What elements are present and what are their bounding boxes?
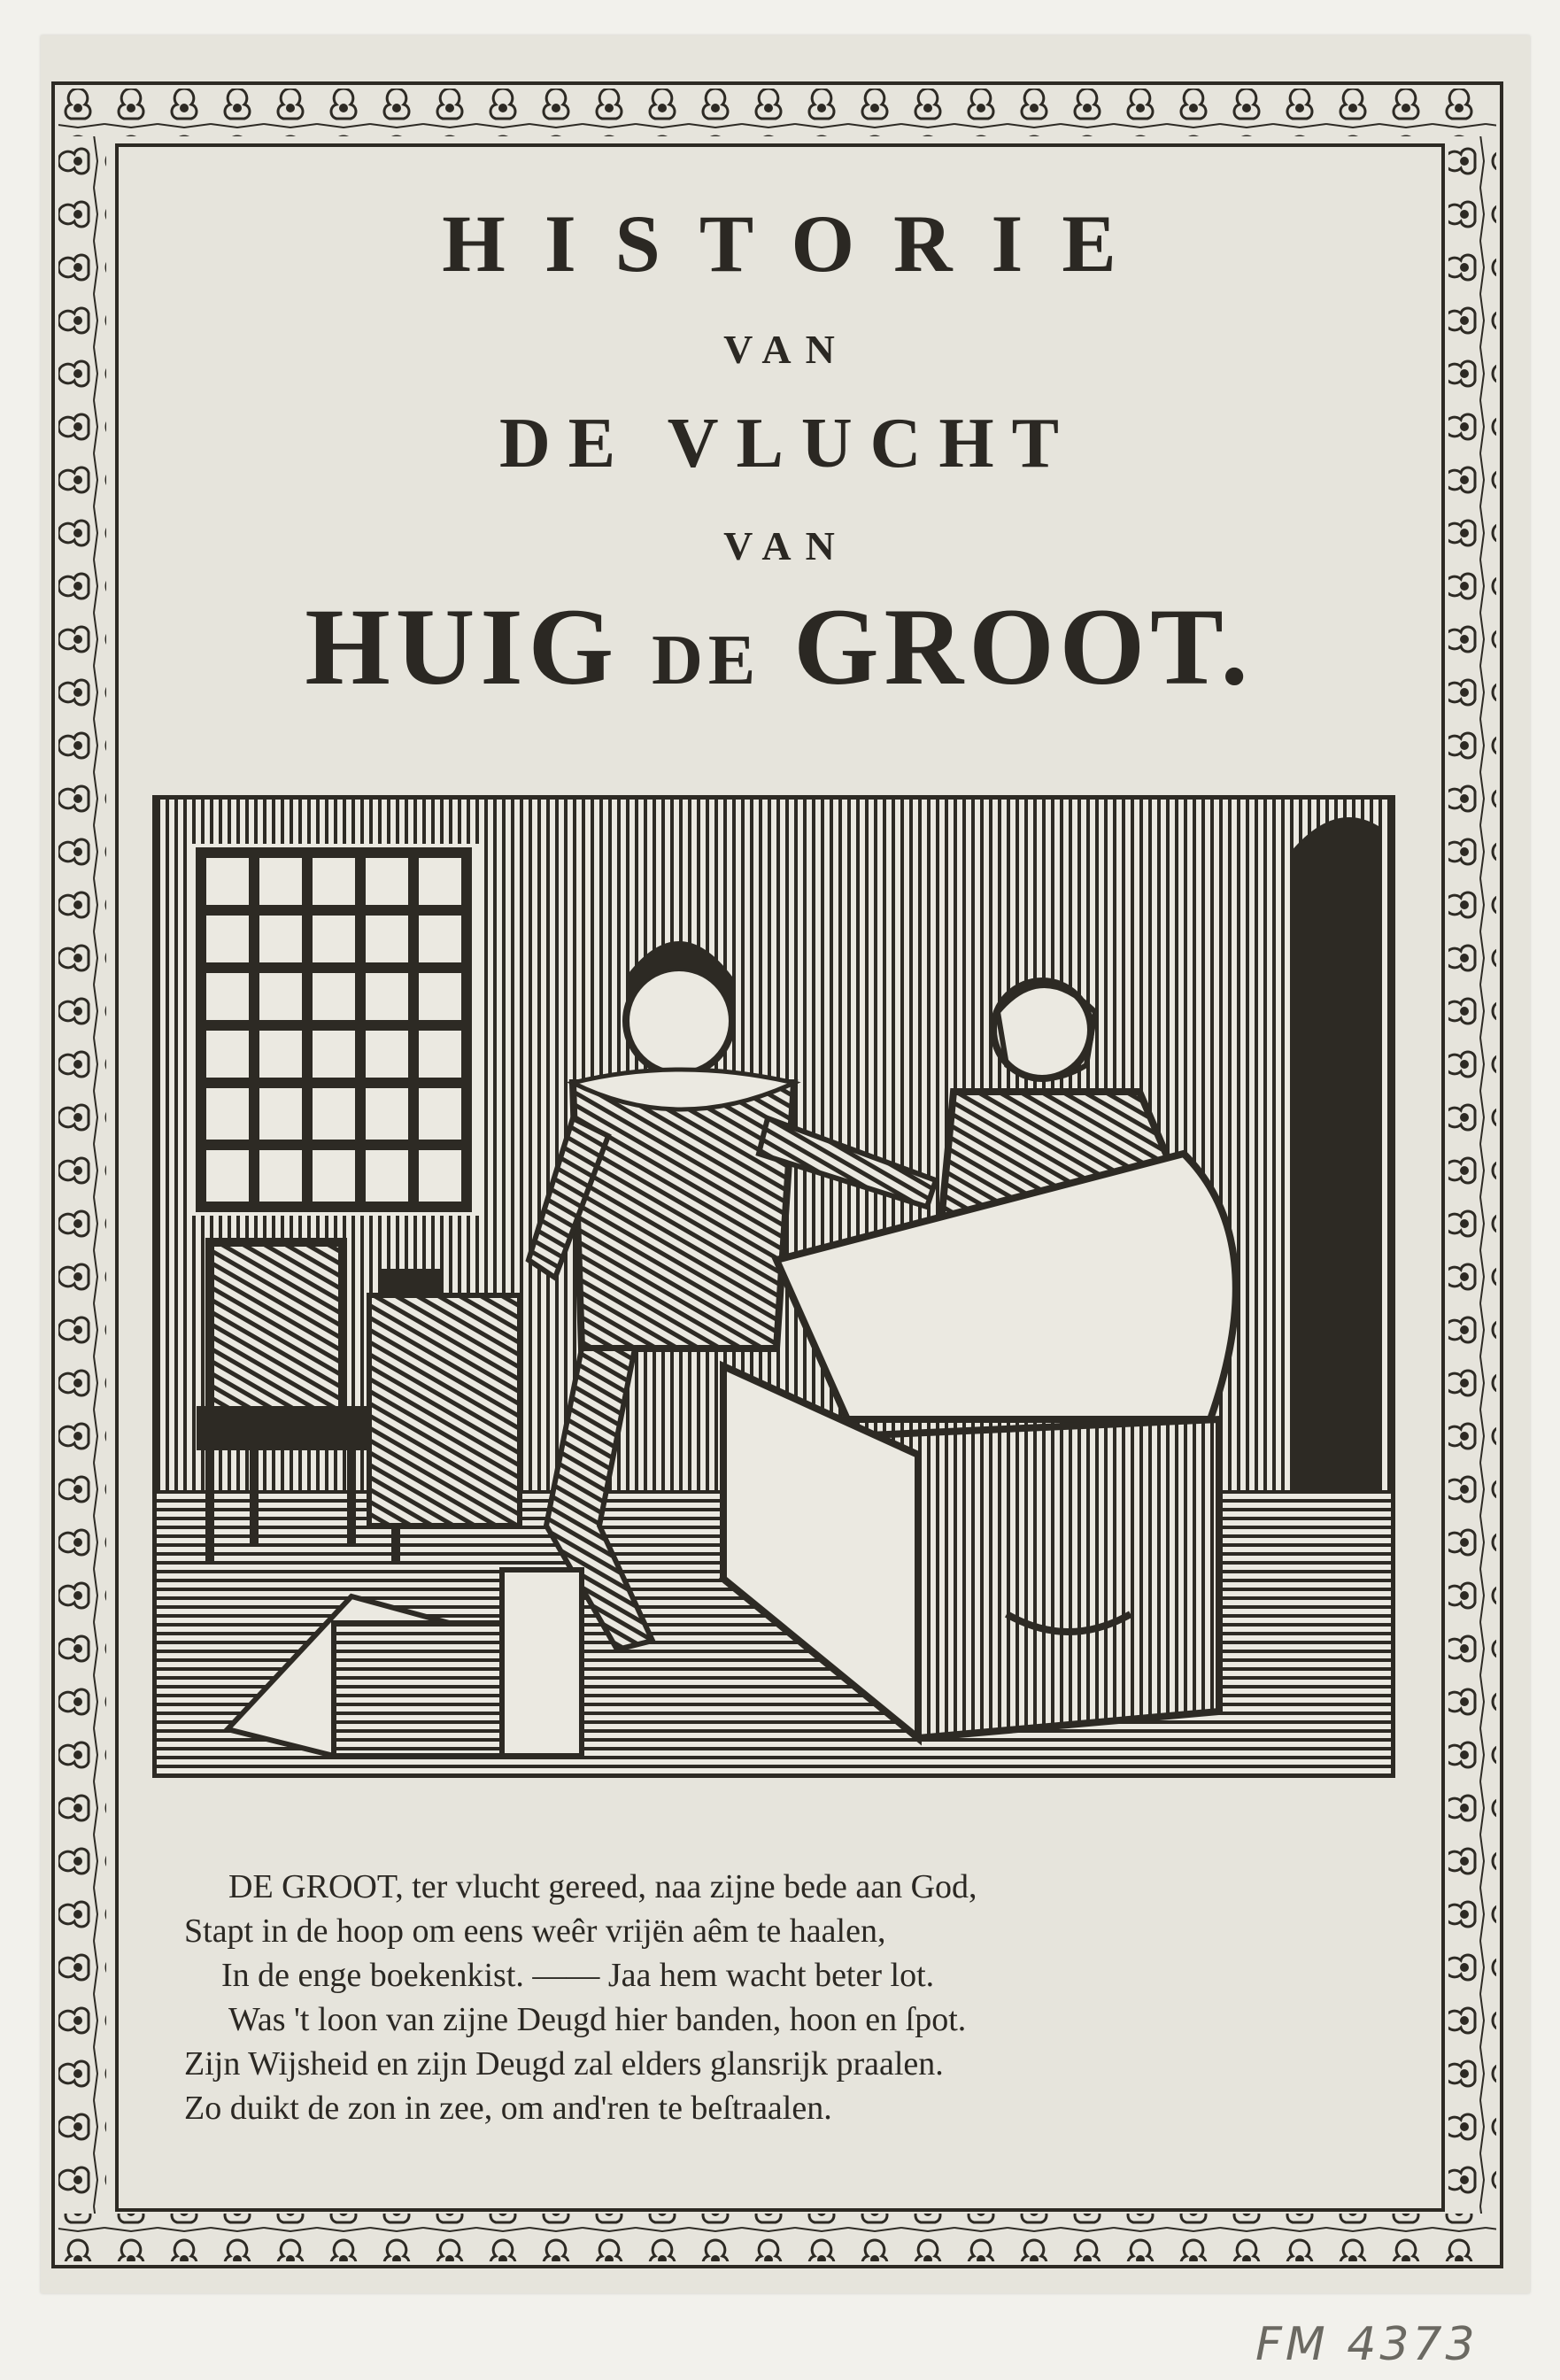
verse-line-6: Zo duikt de zon in zee, om and'ren te beſtraalen.	[184, 2090, 832, 2127]
title-huig-de-groot	[115, 584, 1443, 710]
inventory-number: FM 4373	[1255, 2318, 1479, 2371]
title-de-vlucht: DE VLUCHT	[499, 405, 1077, 483]
title-huig: HUIG	[305, 586, 620, 707]
title-groot: GROOT.	[793, 586, 1254, 707]
title-de: DE	[652, 622, 761, 699]
title-van-2: VAN	[723, 523, 849, 568]
verse-line-5: Zijn Wijsheid en zijn Deugd zal elders glansrijk praalen.	[184, 2045, 944, 2082]
woodcut-scene	[157, 800, 1391, 1773]
writing-table	[369, 1269, 520, 1526]
doorway-shadow	[1290, 817, 1379, 1490]
verse-line-4: Was 't loon van zijne Deugd hier banden, hoon en ſpot.	[228, 2001, 967, 2038]
barred-window	[192, 844, 484, 1216]
woodcut-illustration	[152, 795, 1395, 1778]
title-van-1: VAN	[723, 327, 849, 372]
verse-line-2: Stapt in de hoop om eens weêr vrijën aêm te haalen,	[184, 1912, 886, 1950]
verse-block	[177, 1865, 1399, 2130]
verse-line-1: DE GROOT, ter vlucht gereed, naa zijne bede aan God,	[228, 1868, 977, 1905]
verse-line-3: In de enge boekenkist. —— Jaa hem wacht beter lot.	[221, 1957, 935, 1994]
title-historie: HISTORIE	[442, 198, 1155, 289]
